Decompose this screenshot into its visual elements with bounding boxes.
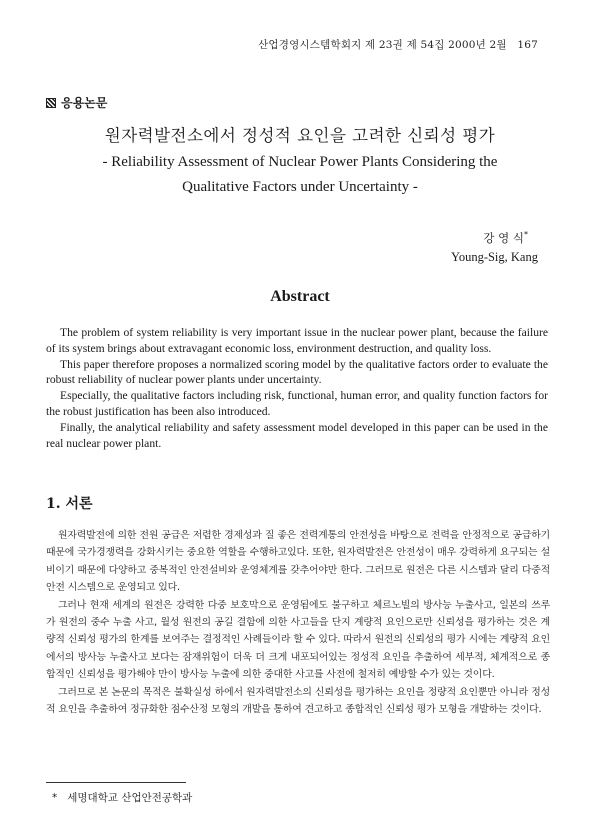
abstract-paragraph: Especially, the qualitative factors including risk, functional, human error, and quality function factors for the robust justification has been also introduced. — [46, 389, 548, 418]
author-name-korean: 강 영 식* — [483, 230, 528, 245]
abstract-paragraph: This paper therefore proposes a normalized scoring model by the qualitative factors order to evaluate the robust reliability of nuclear power plants under uncertainty. — [46, 357, 548, 387]
section-tag-label: 응용논문 — [61, 96, 108, 110]
footnote-divider — [46, 782, 186, 783]
section-tag — [46, 94, 107, 111]
body-paragraph: 그러므로 본 논문의 목적은 불확실성 하에서 원자력발전소의 신뢰성을 평가하는 요인을 정량적 요인뿐만 아니라 정성적 요인을 추출하여 정규화한 점수산정 모형의 개발을 통하여 견고하고 종합적인 신뢰성 평가 모형을 개발하는 것이다. — [46, 686, 550, 716]
footnote-mark: * — [52, 792, 58, 804]
title-english — [0, 150, 600, 200]
abstract-paragraph: The problem of system reliability is very important issue in the nuclear power plant, because the failure of its system brings about extravagant economic loss, environment destruction, and quality loss. — [46, 326, 548, 355]
abstract-body — [46, 325, 548, 451]
footnote-affiliation: 세명대학교 산업안전공학과 — [67, 792, 193, 804]
title-english-line1: - Reliability Assessment of Nuclear Power Plants Considering the — [102, 154, 498, 170]
introduction-body — [46, 527, 550, 718]
abstract-paragraph: Finally, the analytical reliability and safety assessment model developed in this paper can be used in the real nuclear power plant. — [46, 420, 548, 450]
title-korean: 원자력발전소에서 정성적 요인을 고려한 신뢰성 평가 — [104, 126, 496, 145]
hatched-square-icon — [46, 98, 56, 108]
journal-info: 산업경영시스템학회지 제 23권 제 54집 2000년 2월 — [258, 39, 507, 51]
abstract-heading: Abstract — [270, 288, 330, 305]
author-footnote-mark: * — [524, 230, 528, 239]
footnote — [52, 790, 192, 805]
running-header — [258, 37, 538, 52]
body-paragraph: 원자력발전에 의한 전원 공급은 저렴한 경제성과 질 좋은 전력계통의 안전성을 바탕으로 전력을 안정적으로 공급하기 때문에 국가경쟁력을 강화시키는 중요한 역할을 수행하고있다. 또한, 원자력발전은 안전성이 매우 강력하게 요구되는 설비이기 때문에 다양하고 중복적인 안전설비와 운영체계를 갖추어야만 한다. 그러므로 원전은 다른 시스템과 달리 다중적 안전 시스템으로 운영되고 있다. — [46, 530, 550, 594]
title-english-line2: Qualitative Factors under Uncertainty - — [182, 179, 418, 195]
body-paragraph: 그러나 현재 세계의 원전은 강력한 다중 보호막으로 운영됨에도 불구하고 체르노빌의 방사능 누출사고, 일본의 쓰루가 원전의 중수 누출 사고, 월성 원전의 공길 결함에 의한 사고들을 단지 계량적 요인으로만 신뢰성을 평가하는 것은 계량적 신뢰성 평가의 한계를 보여주는 결정적인 사례들이라 할 수 있다. 따라서 원전의 신뢰성의 평가 시에는 계량적 요인에서의 방사능 누출사고 보다는 잠재위험이 더욱 더 크게 내포되어있는 정성적 요인을 추출하여 세부적, 체계적으로 종합적인 신뢰성을 평가해야 만이 방사능 누출에 의한 중대한 사고를 사전에 철저히 예방할 수가 있는 것이다. — [46, 599, 550, 681]
author-name-english: Young-Sig, Kang — [451, 249, 538, 264]
page-number: 167 — [517, 39, 538, 51]
author-block — [451, 225, 538, 267]
section-heading-introduction: 1. 서론 — [46, 496, 93, 512]
